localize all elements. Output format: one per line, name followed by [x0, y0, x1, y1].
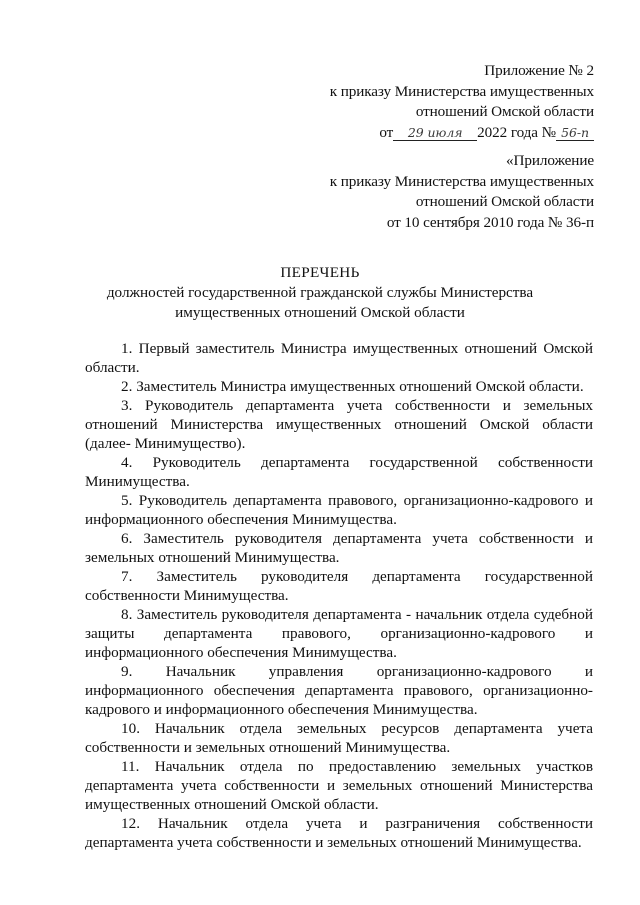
list-item: 3. Руководитель департамента учета собственности и земельных отношений Министерства имущественных отношений Омской области (далее- Минимущество).	[85, 397, 593, 452]
old-appendix-ministry: отношений Омской области	[415, 193, 594, 210]
list-item: 7. Заместитель руководителя департамента государственной собственности Минимущества.	[85, 568, 593, 604]
order-middle: 2022 года №	[477, 123, 556, 141]
appendix-order-date-line	[330, 123, 594, 144]
handwritten-order-number: 56-п	[556, 126, 594, 141]
list-item: 11. Начальник отдела по предоставлению земельных участков департамента учета собственности и земельных отношений Министерства имущественных отношений Омской области.	[85, 758, 593, 813]
list-item: 2. Заместитель Министра имущественных отношений Омской области.	[121, 378, 584, 395]
appendix-order-ref: к приказу Министерства имущественных	[329, 82, 594, 100]
list-item: 4. Руководитель департамента государственной собственности Минимущества.	[85, 454, 593, 490]
appendix-title: Приложение № 2	[484, 62, 594, 79]
old-appendix-title: «Приложение	[505, 152, 594, 169]
handwritten-date: 29 июля	[393, 126, 477, 141]
list-item: 9. Начальник управления организационно-кадрового и информационного обеспечения департамента правового, организационно-кадрового и информационного обеспечения Минимущества.	[85, 663, 593, 718]
list-item: 1. Первый заместитель Министра имущественных отношений Омской области.	[85, 340, 593, 376]
appendix-ministry: отношений Омской области	[415, 103, 594, 120]
list-item: 10. Начальник отдела земельных ресурсов департамента учета собственности и земельных отношений Минимущества.	[85, 720, 593, 756]
appendix-header-new	[330, 61, 594, 143]
title-subtitle-line2: имущественных отношений Омской области	[175, 304, 465, 321]
title-subtitle-line1: должностей государственной гражданской службы Министерства	[106, 284, 534, 301]
document-title	[0, 263, 640, 323]
list-item: 5. Руководитель департамента правового, организационно-кадрового и информационного обеспечения Минимущества.	[85, 492, 593, 528]
list-item: 12. Начальник отдела учета и разграничения собственности департамента учета собственности и земельных отношений Минимущества.	[85, 815, 593, 851]
old-appendix-order-ref: к приказу Министерства имущественных	[329, 172, 594, 190]
title-heading: ПЕРЕЧЕНЬ	[280, 264, 360, 281]
list-item: 6. Заместитель руководителя департамента учета собственности и земельных отношений Минимущества.	[85, 530, 593, 566]
order-prefix: от	[379, 123, 394, 141]
list-item: 8. Заместитель руководителя департамента - начальник отдела судебной защиты департамента правового, организационно-кадрового и информационного обеспечения Минимущества.	[85, 606, 593, 661]
positions-list	[85, 339, 593, 852]
old-appendix-order-date: от 10 сентября 2010 года № 36-п	[386, 213, 594, 231]
appendix-header-old	[330, 151, 594, 233]
